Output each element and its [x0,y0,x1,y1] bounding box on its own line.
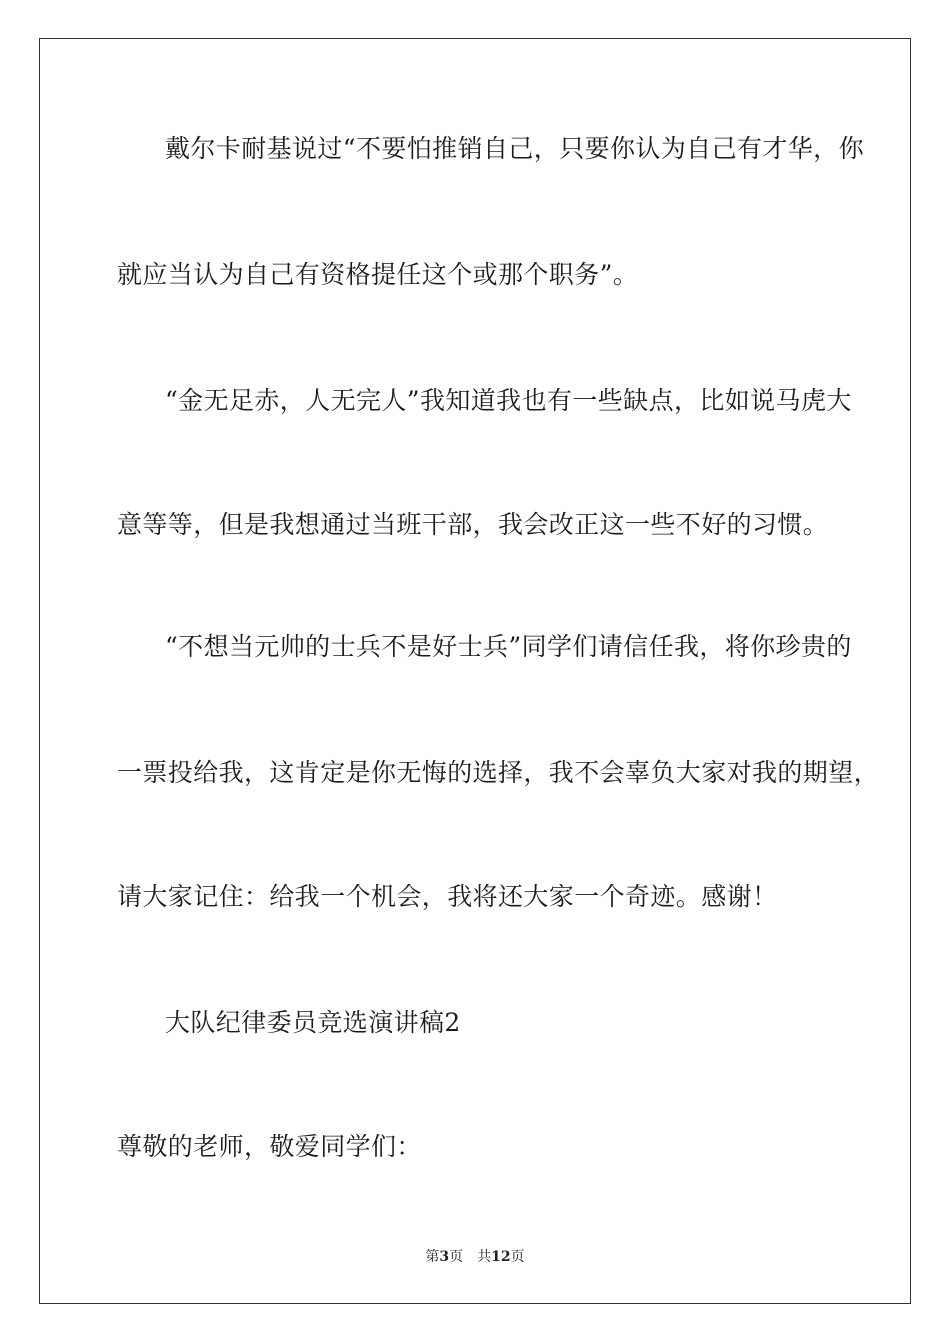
paragraph-3-line-1: “不想当元帅的士兵不是好士兵”同学们请信任我，将你珍贵的 [165,632,852,661]
total-prefix: 共 [477,1249,492,1265]
total-suffix: 页 [510,1249,525,1265]
total-pages: 12 [491,1249,511,1265]
paragraph-3-line-2: 一票投给我，这肯定是你无悔的选择，我不会辜负大家对我的期望， [117,758,880,787]
page-suffix: 页 [449,1249,464,1265]
section-title: 大队纪律委员竞选演讲稿2 [165,1008,461,1037]
page-border [39,38,911,1304]
paragraph-3-line-3: 请大家记住：给我一个机会，我将还大家一个奇迹。感谢！ [117,882,778,911]
page-number: 3 [439,1249,450,1265]
page-prefix: 第 [425,1249,440,1265]
paragraph-2-line-1: “金无足赤，人无完人”我知道我也有一些缺点，比如说马虎大 [165,386,852,415]
paragraph-1-line-2: 就应当认为自己有资格提任这个或那个职务”。 [117,260,639,289]
paragraph-1-line-1: 戴尔卡耐基说过“不要怕推销自己，只要你认为自己有才华，你 [165,134,864,163]
paragraph-2-line-2: 意等等，但是我想通过当班干部，我会改正这一些不好的习惯。 [117,510,829,539]
page-footer [0,1247,950,1267]
salutation: 尊敬的老师，敬爱同学们： [117,1132,422,1161]
